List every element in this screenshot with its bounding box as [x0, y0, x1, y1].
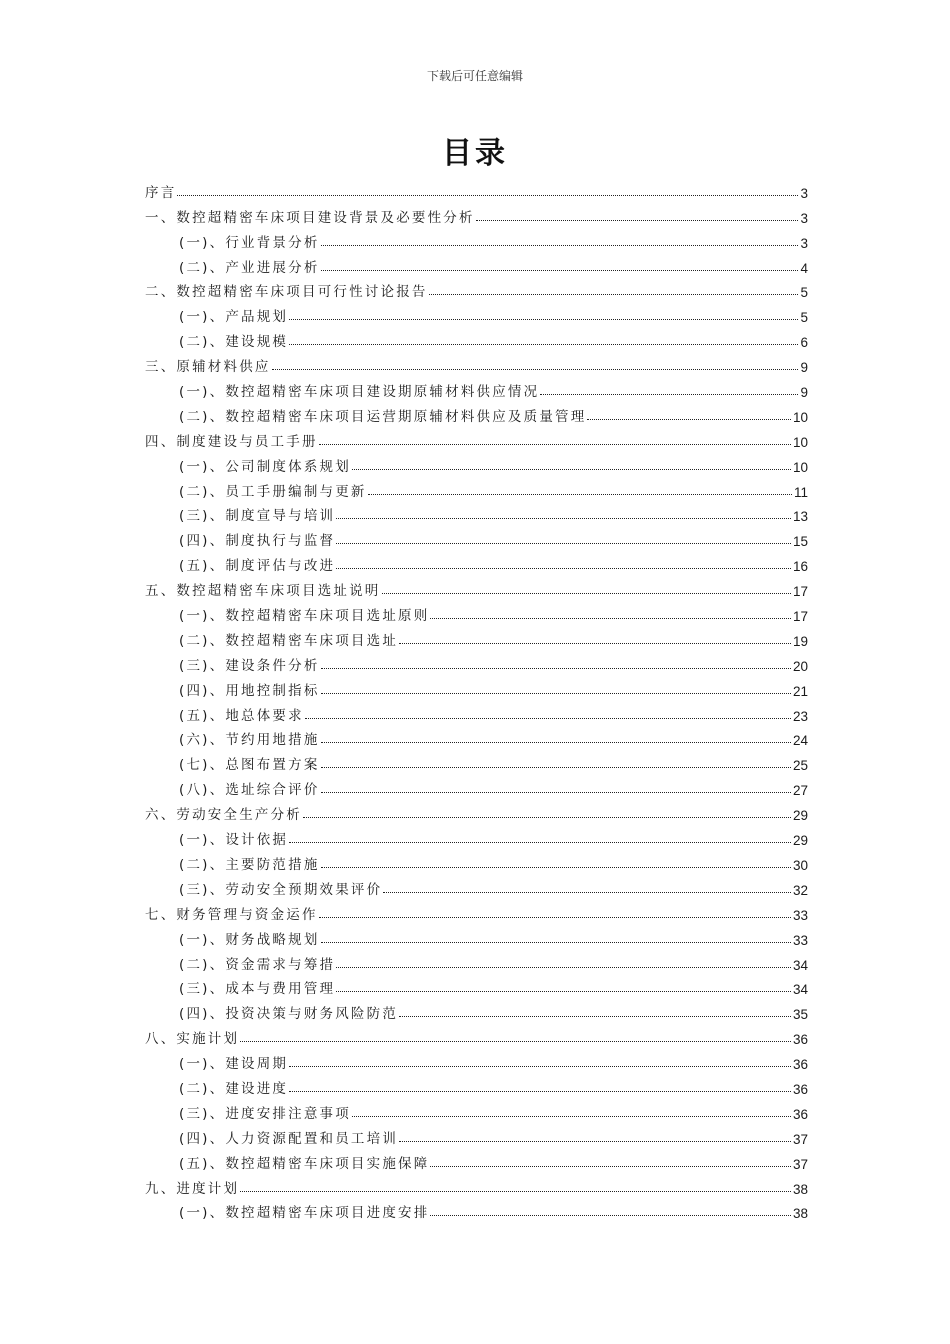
toc-entry-page-number: 33: [792, 907, 808, 923]
dot-leader: [319, 917, 791, 918]
toc-entry-page-number: 20: [792, 658, 808, 674]
toc-entry[interactable]: [145, 350, 808, 375]
toc-entry[interactable]: [145, 226, 808, 251]
toc-entry-page-number: 4: [800, 260, 808, 276]
toc-entry-page-number: 24: [792, 733, 808, 749]
toc-entry-label: (一)、数控超精密车床项目选址原则: [179, 608, 430, 625]
toc-entry-page-number: 21: [792, 683, 808, 699]
toc-entry-page-number: 15: [792, 534, 808, 550]
toc-entry[interactable]: [145, 599, 808, 624]
toc-entry-page-number: 6: [800, 335, 808, 351]
toc-entry[interactable]: [145, 923, 808, 948]
dot-leader: [240, 1191, 791, 1192]
toc-entry-page-number: 17: [792, 584, 808, 600]
toc-entry[interactable]: [145, 898, 808, 923]
toc-entry-page-number: 29: [792, 808, 808, 824]
dot-leader: [303, 817, 791, 818]
dot-leader: [321, 668, 791, 669]
dot-leader: [321, 245, 799, 246]
toc-entry[interactable]: [145, 699, 808, 724]
dot-leader: [321, 767, 791, 768]
toc-entry[interactable]: [145, 997, 808, 1022]
toc-entry[interactable]: [145, 973, 808, 998]
toc-title: 目录: [442, 136, 508, 171]
toc-entry-page-number: 36: [792, 1106, 808, 1122]
toc-entry-label: (三)、建设条件分析: [179, 657, 320, 674]
dot-leader: [430, 618, 791, 619]
dot-leader: [382, 593, 791, 594]
toc-entry-page-number: 17: [792, 609, 808, 625]
toc-entry-label: 五、数控超精密车床项目选址说明: [145, 583, 381, 600]
toc-entry-page-number: 33: [792, 932, 808, 948]
toc-entry[interactable]: [145, 948, 808, 973]
toc-entry-page-number: 10: [792, 409, 808, 425]
toc-entry[interactable]: [145, 524, 808, 549]
dot-leader: [430, 1166, 791, 1167]
toc-entry-label: (三)、劳动安全预期效果评价: [179, 881, 383, 898]
dot-leader: [476, 220, 799, 221]
toc-entry-label: 二、数控超精密车床项目可行性讨论报告: [145, 284, 428, 301]
dot-leader: [399, 643, 791, 644]
toc-entry[interactable]: [145, 674, 808, 699]
dot-leader: [321, 792, 791, 793]
dot-leader: [289, 842, 791, 843]
toc-entry[interactable]: [145, 574, 808, 599]
toc-entry-page-number: 36: [792, 1057, 808, 1073]
toc-entry-page-number: 9: [800, 360, 808, 376]
toc-entry-page-number: 3: [800, 235, 808, 251]
toc-entry-label: (二)、数控超精密车床项目运营期原辅材料供应及质量管理: [179, 408, 587, 425]
toc-entry-label: (四)、投资决策与财务风险防范: [179, 1006, 399, 1023]
toc-entry-page-number: 23: [792, 708, 808, 724]
dot-leader: [177, 195, 798, 196]
toc-entry-page-number: 32: [792, 882, 808, 898]
toc-entry[interactable]: [145, 300, 808, 325]
toc-entry[interactable]: [145, 475, 808, 500]
dot-leader: [399, 1016, 791, 1017]
toc-entry[interactable]: [145, 748, 808, 773]
dot-leader: [319, 444, 791, 445]
toc-entry-page-number: 36: [792, 1032, 808, 1048]
toc-entry[interactable]: [145, 724, 808, 749]
dot-leader: [430, 1215, 791, 1216]
toc-entry-label: (二)、建设进度: [179, 1080, 289, 1097]
dot-leader: [240, 1041, 791, 1042]
toc-entry[interactable]: [145, 1047, 808, 1072]
toc-entry-label: (二)、资金需求与筹措: [179, 956, 336, 973]
toc-entry-page-number: 35: [792, 1007, 808, 1023]
toc-entry-label: 三、原辅材料供应: [145, 359, 271, 376]
toc-entry[interactable]: [145, 425, 808, 450]
dot-leader: [305, 718, 791, 719]
dot-leader: [540, 394, 798, 395]
toc-entry-label: (二)、建设规模: [179, 334, 289, 351]
toc-entry[interactable]: [145, 1122, 808, 1147]
header-note: 下载后可任意编辑: [426, 69, 523, 83]
toc-entry-page-number: 38: [792, 1206, 808, 1222]
toc-entry-label: 九、进度计划: [145, 1180, 240, 1197]
toc-entry[interactable]: [145, 1172, 808, 1197]
toc-entry[interactable]: [145, 848, 808, 873]
toc-entry[interactable]: [145, 325, 808, 350]
toc-entry-label: (二)、产业进展分析: [179, 259, 320, 276]
dot-leader: [289, 344, 798, 345]
toc-entry-page-number: 37: [792, 1156, 808, 1172]
toc-entry-label: (五)、地总体要求: [179, 707, 304, 724]
toc-entry[interactable]: [145, 176, 808, 201]
toc-entry-label: (一)、数控超精密车床项目建设期原辅材料供应情况: [179, 384, 540, 401]
dot-leader: [336, 543, 791, 544]
toc-entry-page-number: 19: [792, 633, 808, 649]
toc-entry-label: 六、劳动安全生产分析: [145, 807, 302, 824]
dot-leader: [352, 469, 791, 470]
toc-entry[interactable]: [145, 873, 808, 898]
dot-leader: [429, 294, 799, 295]
toc-entry-page-number: 11: [793, 484, 808, 500]
toc-entry-page-number: 38: [792, 1181, 808, 1197]
toc-entry-page-number: 34: [792, 957, 808, 973]
dot-leader: [289, 1091, 791, 1092]
toc-entry-label: (三)、成本与费用管理: [179, 981, 336, 998]
toc-entry[interactable]: [145, 823, 808, 848]
toc-entry[interactable]: [145, 1022, 808, 1047]
toc-entry-label: (一)、产品规划: [179, 309, 289, 326]
toc-entry-page-number: 10: [792, 459, 808, 475]
toc-entry[interactable]: [145, 624, 808, 649]
dot-leader: [321, 867, 791, 868]
toc-entry-label: (四)、人力资源配置和员工培训: [179, 1130, 399, 1147]
dot-leader: [272, 369, 799, 370]
toc-entry-page-number: 3: [800, 210, 808, 226]
toc-entry-label: (一)、财务战略规划: [179, 931, 320, 948]
toc-entry-label: (三)、制度宣导与培训: [179, 508, 336, 525]
toc-entry[interactable]: [145, 251, 808, 276]
dot-leader: [368, 494, 792, 495]
toc-entry[interactable]: [145, 773, 808, 798]
toc-entry-page-number: 36: [792, 1081, 808, 1097]
toc-entry[interactable]: [145, 798, 808, 823]
toc-entry-page-number: 30: [792, 857, 808, 873]
toc-entry-label: (五)、制度评估与改进: [179, 558, 336, 575]
toc-entry[interactable]: [145, 276, 808, 301]
dot-leader: [399, 1141, 791, 1142]
dot-leader: [321, 942, 791, 943]
toc-entry[interactable]: [145, 1097, 808, 1122]
toc-entry[interactable]: [145, 500, 808, 525]
dot-leader: [336, 518, 791, 519]
toc-entry-page-number: 13: [792, 509, 808, 525]
toc-entry[interactable]: [145, 1147, 808, 1172]
dot-leader: [336, 991, 791, 992]
toc-entry-label: (二)、员工手册编制与更新: [179, 483, 367, 500]
toc-entry-label: (四)、制度执行与监督: [179, 533, 336, 550]
toc-entry-page-number: 9: [800, 385, 808, 401]
toc-entry-label: 八、实施计划: [145, 1031, 240, 1048]
toc-entry[interactable]: [145, 1197, 808, 1222]
toc-entry-page-number: 5: [800, 310, 808, 326]
toc-entry-label: (二)、主要防范措施: [179, 856, 320, 873]
table-of-contents: [145, 176, 808, 1221]
toc-entry-label: (一)、设计依据: [179, 832, 289, 849]
toc-entry-label: (五)、数控超精密车床项目实施保障: [179, 1155, 430, 1172]
toc-entry-page-number: 10: [792, 434, 808, 450]
toc-entry[interactable]: [145, 375, 808, 400]
toc-entry[interactable]: [145, 201, 808, 226]
toc-entry-label: 序言: [145, 184, 177, 201]
dot-leader: [336, 568, 791, 569]
toc-entry-page-number: 34: [792, 982, 808, 998]
toc-entry[interactable]: [145, 1072, 808, 1097]
toc-entry-label: (四)、用地控制指标: [179, 682, 320, 699]
dot-leader: [289, 319, 798, 320]
dot-leader: [336, 967, 791, 968]
toc-entry-label: 四、制度建设与员工手册: [145, 433, 318, 450]
toc-entry-label: (三)、进度安排注意事项: [179, 1105, 351, 1122]
toc-entry-page-number: 29: [792, 833, 808, 849]
dot-leader: [321, 693, 791, 694]
toc-entry-page-number: 37: [792, 1131, 808, 1147]
dot-leader: [321, 742, 791, 743]
dot-leader: [352, 1116, 791, 1117]
toc-entry[interactable]: [145, 400, 808, 425]
toc-entry-label: (八)、选址综合评价: [179, 782, 320, 799]
toc-entry-label: (一)、行业背景分析: [179, 234, 320, 251]
toc-entry-page-number: 25: [792, 758, 808, 774]
toc-entry-label: 一、数控超精密车床项目建设背景及必要性分析: [145, 209, 475, 226]
toc-entry-label: (一)、公司制度体系规划: [179, 458, 351, 475]
toc-entry-label: (二)、数控超精密车床项目选址: [179, 632, 399, 649]
dot-leader: [321, 270, 799, 271]
toc-entry[interactable]: [145, 450, 808, 475]
toc-entry-label: (六)、节约用地措施: [179, 732, 320, 749]
dot-leader: [383, 892, 791, 893]
toc-entry-label: (一)、数控超精密车床项目进度安排: [179, 1205, 430, 1222]
dot-leader: [289, 1066, 791, 1067]
toc-entry[interactable]: [145, 649, 808, 674]
toc-entry-label: (七)、总图布置方案: [179, 757, 320, 774]
dot-leader: [587, 419, 791, 420]
toc-entry[interactable]: [145, 549, 808, 574]
toc-entry-label: 七、财务管理与资金运作: [145, 906, 318, 923]
toc-entry-page-number: 27: [792, 783, 808, 799]
toc-entry-page-number: 5: [800, 285, 808, 301]
toc-entry-label: (一)、建设周期: [179, 1056, 289, 1073]
toc-entry-page-number: 16: [792, 559, 808, 575]
toc-entry-page-number: 3: [800, 185, 808, 201]
